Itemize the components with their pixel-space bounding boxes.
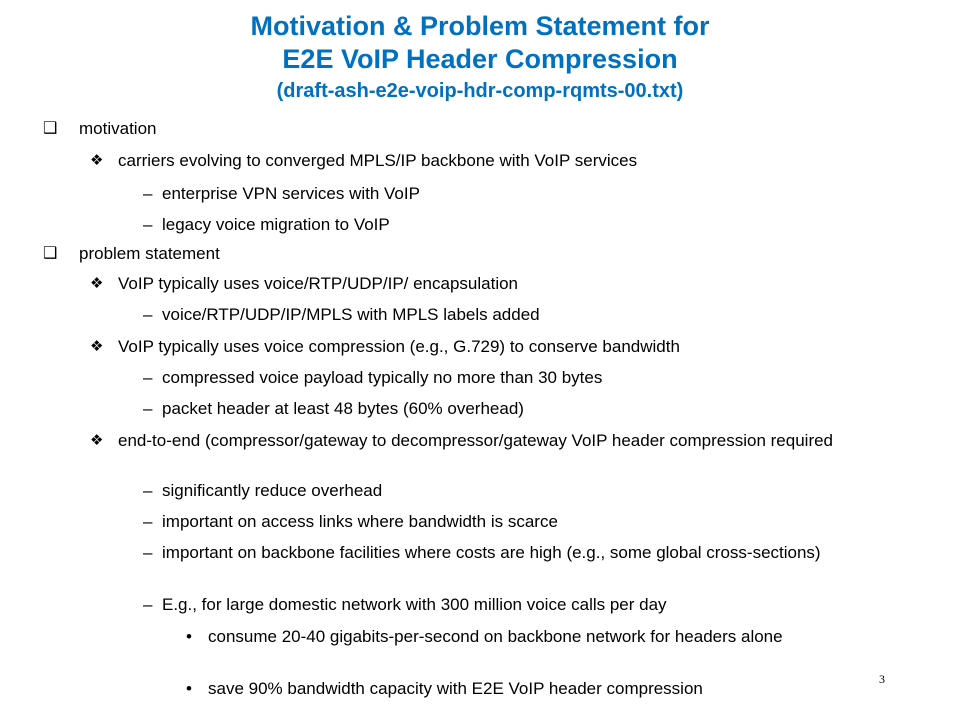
bullet-item-level2 [90, 336, 918, 358]
bullet-marker-icon: ❖ [90, 432, 104, 449]
title-line-3: (draft-ash-e2e-voip-hdr-comp-rqmts-00.txt) [276, 80, 684, 102]
bullet-text: significantly reduce overhead [162, 481, 383, 500]
bullet-text: compressed voice payload typically no more than 30 bytes [162, 368, 603, 387]
bullet-text: important on access links where bandwidth is scarce [162, 512, 558, 531]
bullet-marker-icon: – [143, 305, 153, 324]
bullet-item-level1 [43, 118, 919, 140]
bullet-item-level3 [143, 183, 912, 205]
bullet-item-level3 [143, 542, 912, 564]
bullet-text: voice/RTP/UDP/IP/MPLS with MPLS labels added [162, 305, 540, 324]
bullet-item-level1 [43, 243, 919, 265]
bullet-marker-icon: ❑ [43, 120, 58, 137]
bullet-marker-icon: ❖ [90, 338, 104, 355]
bullet-item-level3 [143, 480, 912, 502]
bullet-text: problem statement [79, 244, 220, 263]
slide-title [0, 10, 960, 104]
bullet-marker-icon: – [143, 481, 153, 500]
bullet-marker-icon: ❑ [43, 245, 58, 262]
bullet-item-level3 [143, 594, 912, 616]
bullet-marker-icon: • [186, 679, 192, 698]
bullet-marker-icon: – [143, 595, 153, 614]
bullet-text: carriers evolving to converged MPLS/IP backbone with VoIP services [118, 151, 638, 170]
bullet-item-level2 [90, 273, 918, 295]
title-line-2: E2E VoIP Header Compression [282, 44, 678, 74]
bullet-marker-icon: ❖ [90, 275, 104, 292]
bullet-text: enterprise VPN services with VoIP [162, 184, 420, 203]
bullet-item-level3 [143, 511, 912, 533]
bullet-item-level3 [143, 304, 912, 326]
bullet-item-level2 [90, 430, 918, 452]
bullet-marker-icon: ❖ [90, 152, 104, 169]
bullet-item-level2 [90, 150, 918, 172]
bullet-marker-icon: – [143, 399, 153, 418]
bullet-text: end-to-end (compressor/gateway to decompressor/gateway VoIP header compression required [118, 431, 834, 450]
bullet-marker-icon: – [143, 368, 153, 387]
bullet-text: VoIP typically uses voice compression (e.g., G.729) to conserve bandwidth [118, 337, 680, 356]
bullet-text: consume 20-40 gigabits-per-second on backbone network for headers alone [208, 627, 783, 646]
bullet-item-level4 [186, 678, 878, 700]
bullet-marker-icon: – [143, 512, 153, 531]
bullet-text: legacy voice migration to VoIP [162, 215, 390, 234]
bullet-marker-icon: – [143, 215, 153, 234]
bullet-marker-icon: – [143, 184, 153, 203]
bullet-marker-icon: – [143, 543, 153, 562]
bullet-item-level4 [186, 626, 878, 648]
page-number: 3 [879, 672, 885, 686]
bullet-text: motivation [79, 119, 157, 138]
bullet-text: save 90% bandwidth capacity with E2E VoIP header compression [208, 679, 703, 698]
bullet-text: VoIP typically uses voice/RTP/UDP/IP/ encapsulation [118, 274, 519, 293]
title-line-1: Motivation & Problem Statement for [250, 11, 710, 41]
bullet-text: E.g., for large domestic network with 300 million voice calls per day [162, 595, 667, 614]
bullet-item-level3 [143, 367, 912, 389]
bullet-text: packet header at least 48 bytes (60% overhead) [162, 399, 524, 418]
bullet-marker-icon: • [186, 627, 192, 646]
bullet-item-level3 [143, 214, 912, 236]
bullet-item-level3 [143, 398, 912, 420]
bullet-text: important on backbone facilities where costs are high (e.g., some global cross-sections) [162, 543, 821, 562]
